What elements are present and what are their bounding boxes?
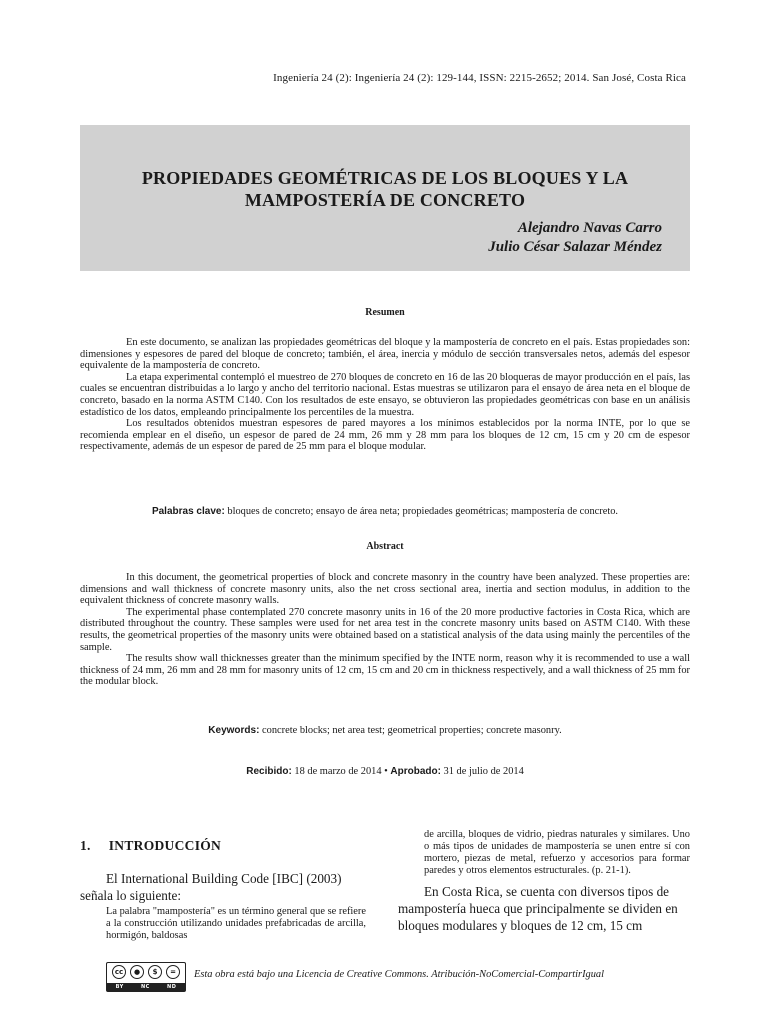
resumen-paragraph: En este documento, se analizan las propiedades geométricas del bloque y la mampostería de concreto en el país. Estas propiedades son: dimensiones y espesores de pared del bloque de concreto; también, el área, inercia y módulo de sección transversales netos, además del espesor equivalente de la mampostería de concreto. [80,337,690,372]
abstract-heading: Abstract [366,541,404,552]
section-heading [80,838,239,854]
left-column [80,870,376,942]
attribution-icon: ● [130,965,144,979]
approved-date: 31 de julio de 2014 [443,766,524,777]
keywords-text: concrete blocks; net area test; geometrical properties; concrete masonry. [262,725,562,736]
resumen-paragraph: Los resultados obtenidos muestran espesores de pared mayores a los mínimos establecidos por la norma INTE, por lo que se recomienda emplear en el diseño, un espesor de pared de 24 mm, 26 mm y 28 mm para los bloques de 12 cm, 15 cm y 20 cm de espesor respectivamente, además de un espesor de pared de 25 mm para el bloque modular. [80,418,690,453]
noderivatives-icon: = [166,965,180,979]
author-name: Julio César Salazar Méndez [488,239,662,255]
abstract-body [80,572,690,688]
abstract-paragraph: The experimental phase contemplated 270 concrete masonry units in 16 of the 20 more productive factories in Costa Rica, which are distributed throughout the country. These samples were used for net area test in the concrete masonry units based on ASTM C140. With these results, the geometrical properties of the masonry units were obtained based on a statistical analysis of the data using mainly the percentiles of the sample. [80,606,690,653]
abstract-keywords [80,725,690,736]
title-line-1: PROPIEDADES GEOMÉTRICAS DE LOS BLOQUES Y LA [141,168,629,188]
author-list [488,219,662,257]
resumen-keywords [80,506,690,517]
abstract-paragraph: In this document, the geometrical properties of block and concrete masonry in the country have been analyzed. These properties are: dimensions and wall thickness of concrete masonry units, also the net cross sectional area, inertia and section modulus, in addition to the equivalent thickness of concrete masonry walls. [80,572,690,607]
resumen-heading: Resumen [365,307,405,318]
creative-commons-badge[interactable] [106,962,186,992]
author-name: Alejandro Navas Carro [517,220,662,236]
body-paragraph: El International Building Code [IBC] (2003) señala lo siguiente: [80,871,342,903]
title-block [80,125,690,271]
resumen-body [80,337,690,453]
badge-label: ND [167,984,177,990]
cc-icon: cc [112,965,126,979]
badge-labels [107,983,185,991]
badge-label: BY [115,984,124,990]
article-title [80,167,690,211]
keywords-label: Keywords: [208,725,260,736]
abstract-paragraph: The results show wall thicknesses greater than the minimum specified by the INTE norm, reason why it is recommended to use a wall thickness of 24 mm, 26 mm and 28 mm for masonry units of 12 cm, 15 cm and 20 cm in thickness respectively, and a wall thickness of 25 mm for the modular block. [80,653,690,688]
journal-citation: Ingeniería 24 (2): Ingeniería 24 (2): 129-144, ISSN: 2215-2652; 2014. San José, Costa Rica [273,72,686,84]
submission-dates [80,766,690,777]
section-title: INTRODUCCIÓN [108,838,222,853]
body-paragraph: En Costa Rica, se cuenta con diversos tipos de mampostería hueca que principalmente se dividen en bloques modulares y bloques de 12 cm, 15 cm [398,884,678,933]
license-text: Esta obra está bajo una Licencia de Creative Commons. Atribución-NoComercial-CompartirIgual [194,969,605,980]
received-label: Recibido: [246,766,292,777]
license-footer [106,962,690,992]
received-date: 18 de marzo de 2014 [294,766,382,777]
approved-label: Aprobado: [390,766,441,777]
noncommercial-icon: $ [148,965,162,979]
resumen-paragraph: La etapa experimental contempló el muestreo de 270 bloques de concreto en 16 de las 20 bloqueras de mayor producción en el país, las cuales se encuentran distribuidas a lo largo y ancho del territorio nacional. Estas muestras se utilizaron para el ensayo de área neta en el bloque de concreto, basado en la norma ASTM C140. Con los resultados de este ensayo, se obtuvieron las propiedades geométricas con base en un análisis estadístico de los datos, empleando principalmente los percentiles de la muestra. [80,371,690,418]
right-column [398,829,690,934]
keywords-label: Palabras clave: [151,506,225,517]
date-separator: • [384,766,388,777]
badge-label: NC [140,984,150,990]
keywords-text: bloques de concreto; ensayo de área neta; propiedades geométricas; mampostería de concreto. [227,506,619,517]
block-quote: La palabra "mampostería" es un término general que se refiere a la construcción utilizando unidades prefabricadas de arcilla, hormigón, baldosas [106,906,366,941]
section-number: 1. [80,838,91,853]
title-line-2: MAMPOSTERÍA DE CONCRETO [244,190,526,210]
block-quote-continued: de arcilla, bloques de vidrio, piedras naturales y similares. Uno o más tipos de unidades de mampostería se unen entre sí con mortero, piezas de metal, refuerzo y accesorios para formar paredes y otros elementos estructurales. (p. 21-1). [424,829,690,876]
